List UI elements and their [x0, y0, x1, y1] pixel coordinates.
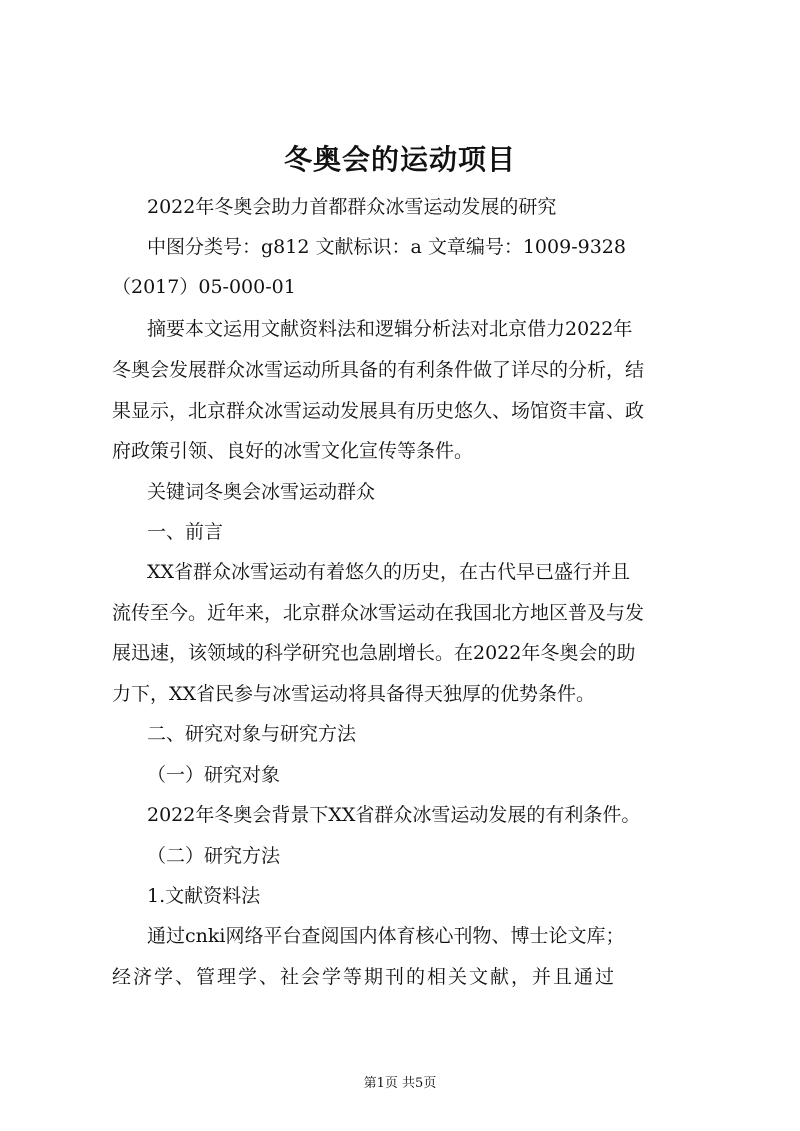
intro-line-4: 力下，XX省民参与冰雪运动将具备得天独厚的优势条件。 — [112, 683, 596, 705]
intro-line-2: 流传至今。近年来，北京群众冰雪运动在我国北方地区普及与发 — [112, 602, 645, 624]
method-line-2: 经济学、管理学、社会学等期刊的相关文献，并且通过 — [112, 966, 617, 988]
page-footer: 第1页 共5页 — [363, 1076, 437, 1091]
subsection-heading-2: （二）研究方法 — [147, 845, 281, 867]
section-heading-1: 一、前言 — [147, 521, 224, 543]
research-object-line: 2022年冬奥会背景下XX省群众冰雪运动发展的有利条件。 — [147, 804, 641, 826]
subsection-heading-1: （一）研究对象 — [147, 764, 281, 786]
classification-line: 中图分类号：g812 文献标识：a 文章编号：1009-9328 — [147, 236, 626, 258]
keywords-line: 关键词冬奥会冰雪运动群众 — [147, 481, 376, 503]
section-heading-2: 二、研究对象与研究方法 — [147, 723, 357, 745]
abstract-line-4: 府政策引领、良好的冰雪文化宣传等条件。 — [112, 440, 474, 462]
intro-line-1: XX省群众冰雪运动有着悠久的历史，在古代早已盛行并且 — [147, 561, 631, 583]
abstract-line-2: 冬奥会发展群众冰雪运动所具备的有利条件做了详尽的分析，结 — [112, 359, 645, 381]
method-heading-1: 1.文献资料法 — [147, 885, 261, 907]
document-title: 冬奥会的运动项目 — [283, 143, 516, 176]
classification-line-cont: （2017）05-000-01 — [112, 276, 296, 298]
method-line-1: 通过cnki网络平台查阅国内体育核心刊物、博士论文库； — [147, 925, 625, 947]
abstract-line-3: 果显示，北京群众冰雪运动发展具有历史悠久、场馆资丰富、政 — [112, 400, 645, 422]
subtitle-line: 2022年冬奥会助力首都群众冰雪运动发展的研究 — [147, 196, 557, 218]
abstract-line-1: 摘要本文运用文献资料法和逻辑分析法对北京借力2022年 — [147, 318, 633, 340]
intro-line-3: 展迅速，该领域的科学研究也急剧增长。在2022年冬奥会的助 — [112, 642, 636, 664]
